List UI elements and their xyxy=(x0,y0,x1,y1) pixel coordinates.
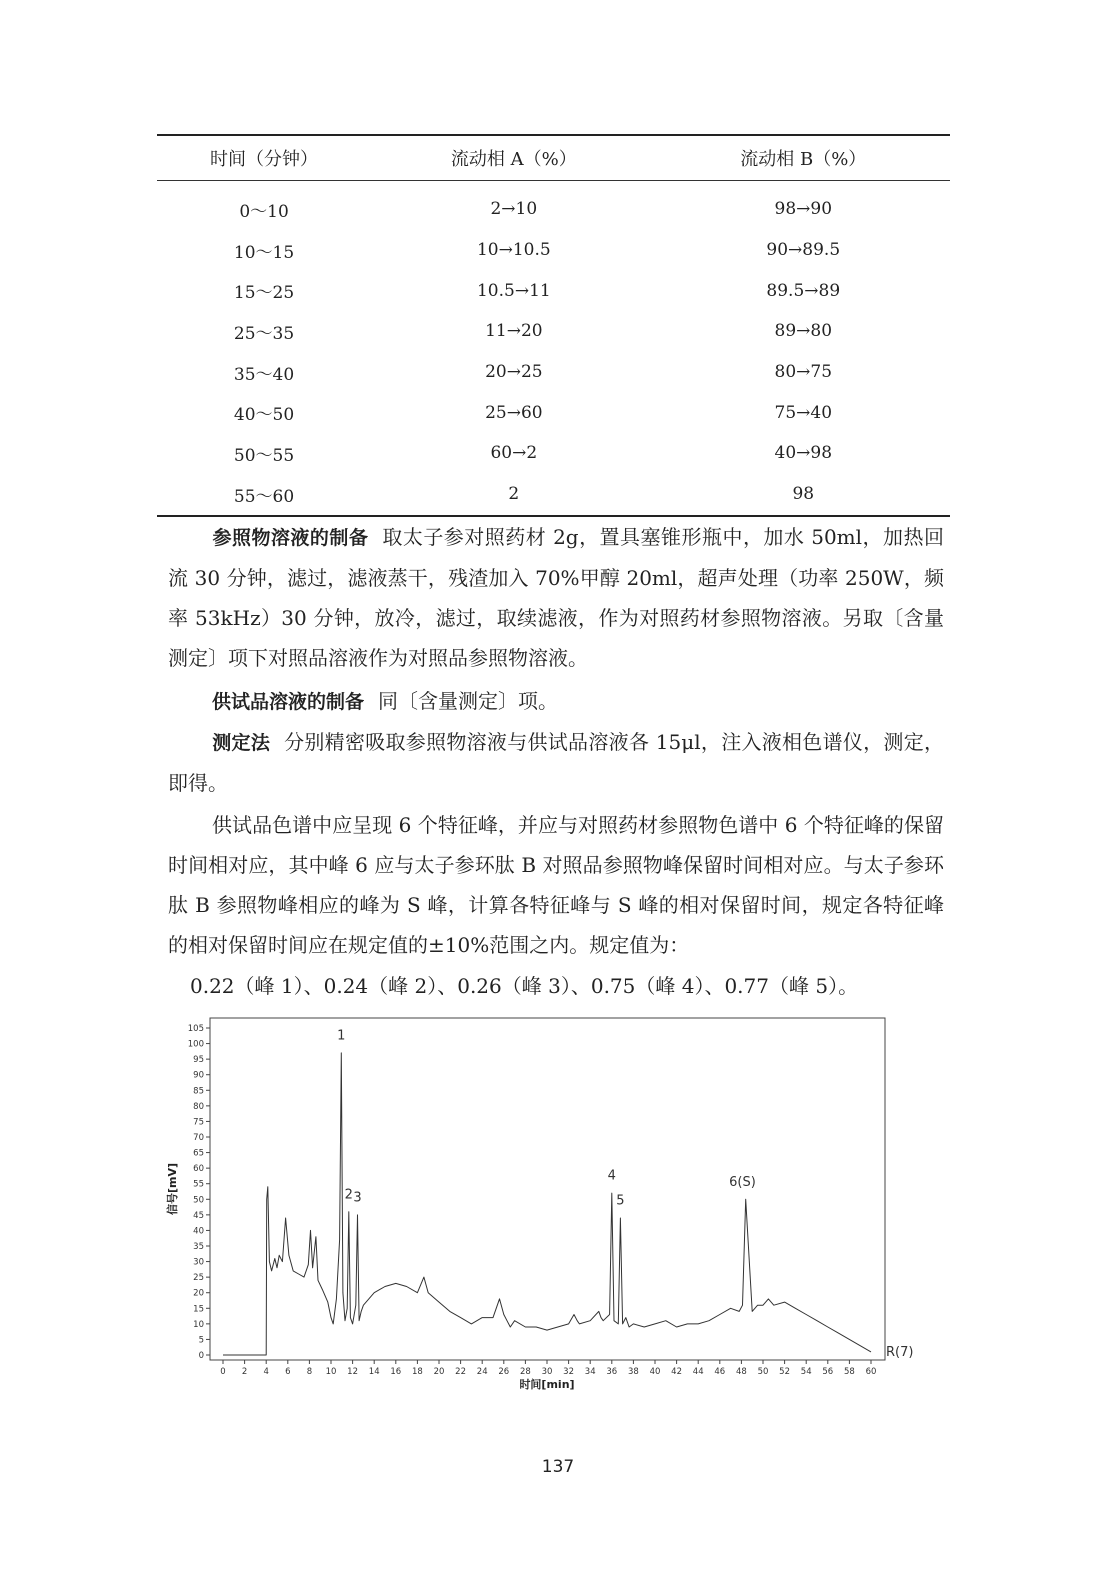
x-tick-label: 38 xyxy=(627,1367,639,1377)
x-tick-label: 30 xyxy=(541,1367,553,1377)
x-tick-label: 12 xyxy=(347,1367,359,1377)
table-cell-time: 15～25 xyxy=(233,283,295,304)
table-cell-phase-a: 25→60 xyxy=(485,402,543,423)
x-tick-label: 4 xyxy=(263,1367,269,1377)
y-tick-label: 100 xyxy=(187,1039,204,1050)
x-tick-label: 22 xyxy=(455,1367,467,1377)
x-tick-label: 54 xyxy=(800,1367,812,1377)
x-tick-label: 32 xyxy=(563,1367,575,1377)
method-text: 分别精密吸取参照物溶液与供试品溶液各 15μl，注入液相色谱仪，测定，即得。 xyxy=(168,730,944,795)
y-tick-label: 5 xyxy=(198,1335,204,1346)
table-cell-phase-a: 10→10.5 xyxy=(476,240,551,261)
test-solution-heading: 供试品溶液的制备 xyxy=(212,691,365,713)
table-row xyxy=(157,433,950,474)
test-solution-paragraph xyxy=(168,681,944,722)
x-tick-label: 2 xyxy=(241,1367,248,1377)
peak-label: 5 xyxy=(616,1193,625,1209)
x-axis-label: 时间[min] xyxy=(519,1378,575,1391)
x-tick-label: 24 xyxy=(476,1367,488,1377)
table-cell-time: 55～60 xyxy=(157,474,371,516)
x-tick-label: 52 xyxy=(779,1367,791,1377)
x-tick-label: 0 xyxy=(220,1367,226,1377)
table-row xyxy=(157,392,950,433)
x-tick-label: 48 xyxy=(735,1367,747,1377)
plot-frame xyxy=(210,1018,885,1360)
table-cell-time: 10～15 xyxy=(233,242,295,263)
x-tick-label: 6 xyxy=(285,1367,291,1377)
y-tick-label: 25 xyxy=(193,1273,204,1284)
x-tick-label: 28 xyxy=(519,1367,531,1377)
table-cell-phase-b: 89→80 xyxy=(774,321,833,342)
y-tick-label: 65 xyxy=(193,1148,204,1159)
table-cell-time: 0～10 xyxy=(239,201,289,222)
feature-peaks-text: 供试品色谱中应呈现 6 个特征峰，并应与对照药材参照物色谱中 6 个特征峰的保留时间相对应，其中峰 6 应与太子参环肽 B 对照品参照物峰保留时间相对应。与太子参环肽 B 参照物峰相应的峰为 S 峰，计算各特征峰与 S 峰的相对保留时间，规定各特征峰的相对保留时间应在规定值的±10%范围之内。规定值为： xyxy=(168,813,944,957)
header-time: 时间（分钟） xyxy=(157,135,371,181)
y-axis-label: 信号[mV] xyxy=(166,1162,179,1216)
y-tick-label: 70 xyxy=(193,1133,204,1143)
table-cell-time: 25～35 xyxy=(233,323,295,344)
y-tick-label: 0 xyxy=(198,1351,204,1361)
chart-peak-labels xyxy=(337,1029,756,1209)
y-tick-label: 90 xyxy=(193,1070,204,1081)
y-tick-label: 60 xyxy=(193,1164,204,1175)
table-row xyxy=(157,474,950,516)
table-cell-phase-a: 2 xyxy=(371,474,656,516)
method-heading: 测定法 xyxy=(212,732,271,754)
x-tick-label: 56 xyxy=(822,1367,834,1377)
header-phase-b: 流动相 B（%） xyxy=(657,135,950,181)
chart-trace xyxy=(223,1053,871,1355)
x-tick-label: 34 xyxy=(584,1367,596,1377)
y-tick-label: 10 xyxy=(193,1319,204,1330)
table-cell-phase-a: 2→10 xyxy=(490,199,538,220)
y-tick-label: 35 xyxy=(193,1242,204,1252)
method-paragraph xyxy=(168,722,944,803)
y-tick-label: 20 xyxy=(193,1288,204,1299)
chart-ticks xyxy=(188,1024,877,1377)
peak-label: 1 xyxy=(337,1028,346,1044)
y-tick-label: 50 xyxy=(193,1195,204,1206)
x-tick-label: 10 xyxy=(325,1367,337,1377)
specified-values-line: 0.22（峰 1）、0.24（峰 2）、0.26（峰 3）、0.75（峰 4）、0.77（峰 5）。 xyxy=(190,974,859,998)
y-tick-label: 80 xyxy=(193,1101,204,1112)
table-header-row xyxy=(157,135,950,181)
table-cell-time: 40～50 xyxy=(233,405,295,426)
table-cell-phase-b: 98 xyxy=(657,474,950,516)
reference-solution-text: 取太子参对照药材 2g，置具塞锥形瓶中，加水 50ml，加热回流 30 分钟，滤过，滤液蒸干，残渣加入 70%甲醇 20ml，超声处理（功率 250W，频率 53kHz）30 分钟，放冷，滤过，取续滤液，作为对照药材参照物溶液。另取〔含量测定〕项下对照品溶液作为对照品参照物溶液。 xyxy=(168,525,944,670)
x-tick-label: 46 xyxy=(714,1367,726,1377)
x-tick-label: 8 xyxy=(306,1367,313,1377)
table-cell-phase-b: 89.5→89 xyxy=(766,280,841,301)
peak-label: 4 xyxy=(607,1168,616,1184)
x-tick-label: 40 xyxy=(649,1367,661,1377)
table-cell-phase-a: 20→25 xyxy=(485,362,543,383)
table-row xyxy=(157,270,950,311)
table-cell-phase-a: 60→2 xyxy=(490,443,538,464)
reference-solution-paragraph xyxy=(168,517,944,678)
peak-label: 3 xyxy=(353,1190,362,1206)
x-tick-label: 18 xyxy=(411,1367,423,1377)
feature-peaks-paragraph xyxy=(168,805,944,965)
header-phase-a: 流动相 A（%） xyxy=(371,135,656,181)
x-tick-label: 16 xyxy=(390,1367,402,1377)
y-tick-label: 45 xyxy=(193,1210,204,1221)
table-cell-phase-b: 90→89.5 xyxy=(766,240,841,261)
table-row xyxy=(157,311,950,352)
y-tick-label: 85 xyxy=(193,1086,204,1097)
table-row xyxy=(157,230,950,271)
trace-label: R(7) xyxy=(886,1345,914,1360)
page-number: 137 xyxy=(541,1457,575,1477)
y-tick-label: 30 xyxy=(193,1257,204,1268)
x-tick-label: 36 xyxy=(606,1367,618,1377)
chromatogram-chart xyxy=(160,1010,920,1400)
y-tick-label: 75 xyxy=(193,1117,204,1128)
table-cell-phase-b: 40→98 xyxy=(774,443,833,464)
x-tick-label: 26 xyxy=(498,1367,510,1377)
x-tick-label: 14 xyxy=(368,1367,380,1377)
x-tick-label: 60 xyxy=(865,1367,877,1377)
reference-solution-heading: 参照物溶液的制备 xyxy=(212,527,369,549)
table-row xyxy=(157,181,950,230)
peak-label: 2 xyxy=(344,1187,353,1203)
x-tick-label: 42 xyxy=(671,1367,683,1377)
x-tick-label: 44 xyxy=(692,1367,704,1377)
table-cell-phase-a: 11→20 xyxy=(485,321,543,342)
x-tick-label: 58 xyxy=(843,1367,855,1377)
table-body xyxy=(157,181,950,516)
gradient-table xyxy=(157,134,950,517)
table-cell-time: 35～40 xyxy=(233,364,295,385)
table-cell-phase-b: 75→40 xyxy=(774,402,833,423)
chart-axes xyxy=(210,1018,885,1360)
chromatogram-series-line xyxy=(223,1053,871,1355)
y-tick-label: 55 xyxy=(193,1179,204,1190)
y-tick-label: 40 xyxy=(193,1226,204,1237)
test-solution-text: 同〔含量测定〕项。 xyxy=(378,689,559,713)
x-tick-label: 50 xyxy=(757,1367,769,1377)
table-cell-phase-a: 10.5→11 xyxy=(476,280,551,301)
table-cell-time: 50～55 xyxy=(233,445,295,466)
table-cell-phase-b: 80→75 xyxy=(774,362,833,383)
y-tick-label: 15 xyxy=(193,1304,204,1315)
table-row xyxy=(157,352,950,393)
x-tick-label: 20 xyxy=(433,1367,445,1377)
peak-label: 6(S) xyxy=(729,1174,756,1190)
y-tick-label: 95 xyxy=(193,1055,204,1066)
y-tick-label: 105 xyxy=(187,1024,204,1034)
table-cell-phase-b: 98→90 xyxy=(774,199,833,220)
